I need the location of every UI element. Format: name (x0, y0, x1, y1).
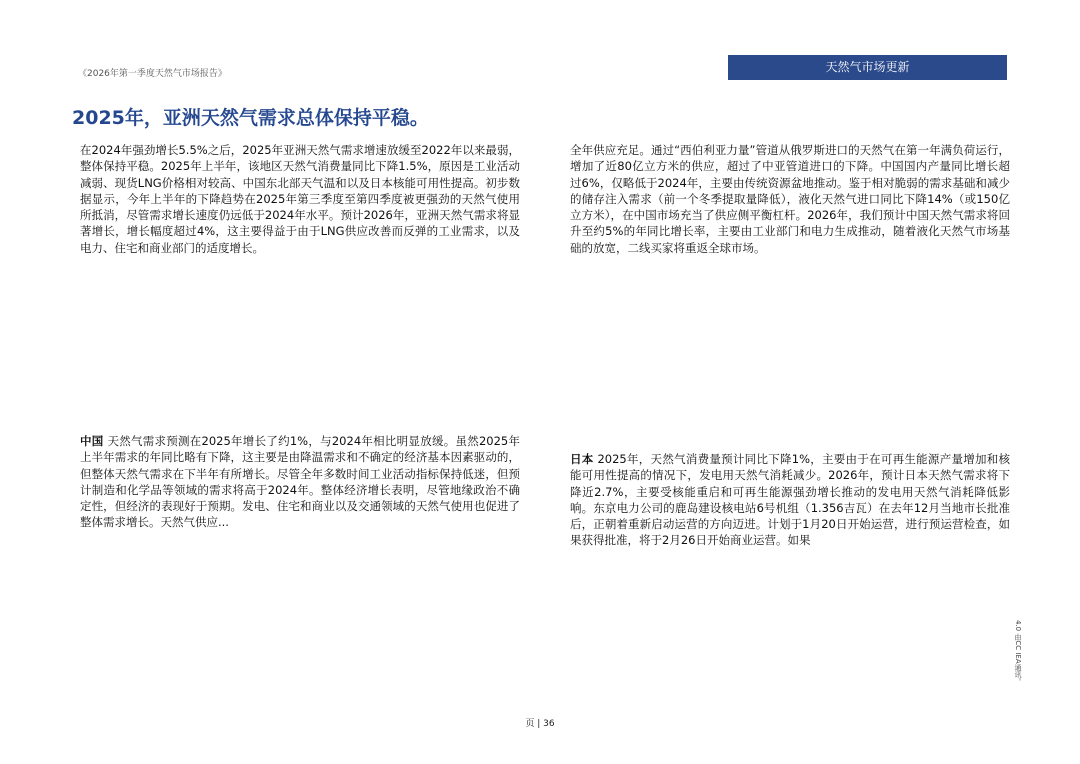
paragraph-china (80, 433, 520, 531)
paragraph-text: 天然气需求预测在2025年增长了约1%，与2024年相比明显放缓。虽然2025年上半年需求的年同比略有下降，这主要是由降温需求和不确定的经济基本因素驱动的，但整体天然气需求在下半年有所增长。尽管全年多数时间工业活动指标保持低迷，但预计制造和化学品等领域的需求将高于2024年。整体经济增长表明，尽管地缘政治不确定性，但经济的表现好于预期。发电、住宅和商业以及交通领域的天然气使用也促进了整体需求增长。天然气供应... (80, 434, 521, 530)
paragraph-asia-demand (80, 142, 520, 256)
page-number: 页 | 36 (525, 719, 555, 729)
report-title: 《2026年第一季度天然气市场报告》 (78, 69, 227, 79)
side-note: 4.0 由CC IEA通讯。 (1014, 620, 1022, 685)
paragraph-text: 在2024年强劲增长5.5%之后，2025年亚洲天然气需求增速放缓至2022年以来最弱，整体保持平稳。2025年上半年，该地区天然气消费量同比下降1.5%，原因是工业活动减弱、现货LNG价格相对较高、中国东北部天气温和以及日本核能可用性提高。初步数据显示，今年上半年的下降趋势在2025年第三季度至第四季度被更强劲的天然气使用所抵消，尽管需求增长速度仍远低于2024年水平。预计2026年，亚洲天然气需求将显著增长，增长幅度超过4%，这主要得益于由于LNG供应改善而反弹的工业需求，以及电力、住宅和商业部门的适度增长。 (80, 143, 520, 255)
japan-label: 日本 (570, 452, 594, 466)
section-tab: 天然气市场更新 (728, 55, 1007, 80)
paragraph-text: 2025年，天然气消费量预计同比下降1%，主要由于在可再生能源产量增加和核能可用性提高的情况下，发电用天然气消耗减少。2026年，预计日本天然气需求将下降近2.7%，主要受核能重启和可再生能源强劲增长推动的发电用天然气消耗降低影响。东京电力公司的鹿岛建设核电站6号机组（1.356吉瓦）在去年12月当地市长批准后，正朝着重新启动运营的方向迈进。计划于1月20日开始运营，进行预运营检查，如果获得批准，将于2月26日开始商业运营。如果 (570, 452, 1011, 548)
paragraph-supply (570, 142, 1010, 256)
page-headline: 2025年，亚洲天然气需求总体保持平稳。 (72, 107, 429, 129)
paragraph-text: 全年供应充足。通过“西伯利亚力量”管道从俄罗斯进口的天然气在第一年满负荷运行，增加了近80亿立方米的供应，超过了中亚管道进口的下降。中国国内产量同比增长超过6%，仅略低于2024年，主要由传统资源盆地推动。鉴于相对脆弱的需求基础和减少的储存注入需求（前一个冬季提取量降低），液化天然气进口同比下降14%（或150亿立方米），在中国市场充当了供应侧平衡杠杆。2026年，我们预计中国天然气需求将回升至约5%的年同比增长率，主要由工业部门和电力生成推动，随着液化天然气市场基础的放宽，二线买家将重返全球市场。 (570, 143, 1010, 255)
china-label: 中国 (80, 434, 104, 448)
paragraph-japan (570, 451, 1010, 549)
